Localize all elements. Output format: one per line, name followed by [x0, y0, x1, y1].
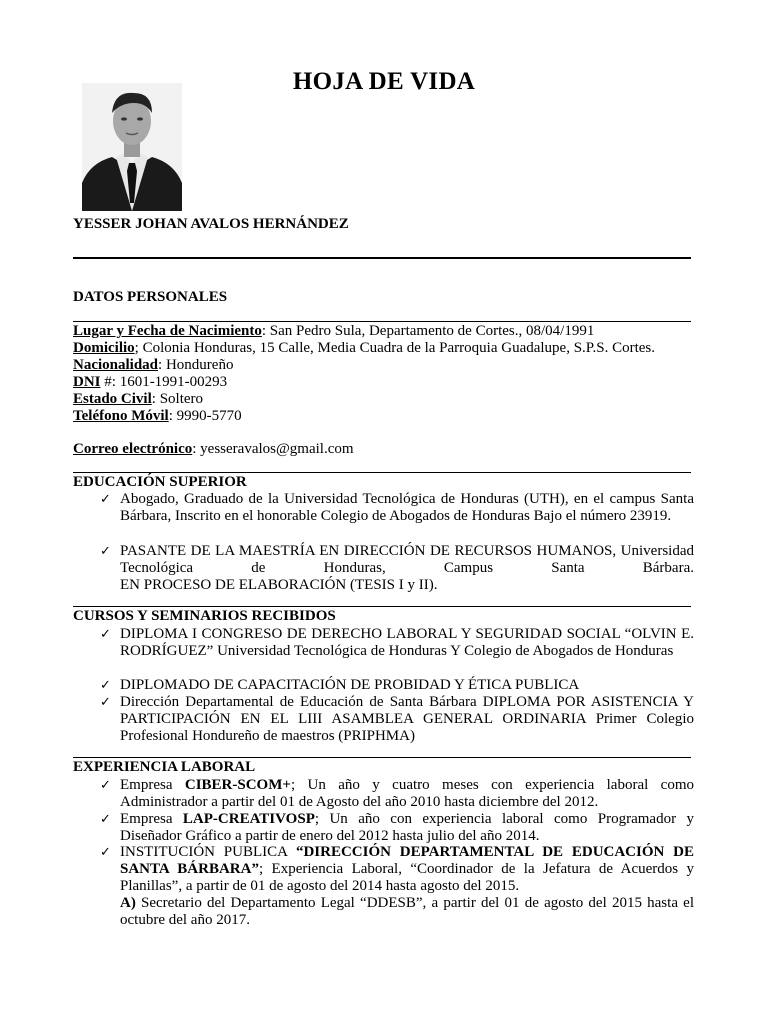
full-name: YESSER JOHAN AVALOS HERNÁNDEZ	[73, 216, 349, 232]
list-item-text: Dirección Departamental de Educación de Santa Bárbara DIPLOMA POR ASISTENCIA Y PARTICIPACIÓN EN EL LIII ASAMBLEA GENERAL ORDINARIA Primer Colegio Profesional Hondureño de maestros (PRIPHMA)	[120, 694, 694, 744]
field-value: 9990-5770	[176, 408, 242, 424]
field-address	[73, 340, 655, 357]
check-icon: ✓	[100, 492, 111, 507]
item-pre: INSTITUCIÓN PUBLICA	[120, 844, 296, 860]
list-item	[100, 626, 694, 660]
section-heading-experience: EXPERIENCIA LABORAL	[73, 759, 256, 775]
divider-thick	[73, 257, 691, 259]
field-phone	[73, 408, 242, 425]
list-item-text	[120, 777, 694, 811]
list-item	[100, 543, 694, 577]
company-name: “DIRECCIÓN DEPARTAMENTAL DE EDUCACIÓN DE SANTA BÁRBARA”	[120, 844, 694, 877]
check-icon: ✓	[100, 678, 111, 693]
check-icon: ✓	[100, 544, 111, 559]
section-heading-education: EDUCACIÓN SUPERIOR	[73, 474, 247, 490]
sub-text: Secretario del Departamento Legal “DDESB”, a partir del 01 de agosto del 2015 hasta el octubre del año 2017.	[120, 895, 694, 928]
item-post: ; Un año con experiencia laboral como Programador y Diseñador Gráfico a partir de enero del 2012 hasta julio del año 2014.	[120, 811, 695, 844]
field-sep: :	[151, 391, 160, 407]
field-sep: #:	[100, 374, 120, 390]
item-post: ; Un año y cuatro meses con experiencia laboral como Administrador a partir del 01 de Agosto del año 2010 hasta diciembre del 2012.	[120, 777, 694, 810]
list-item	[100, 677, 694, 694]
field-label: Lugar y Fecha de Nacimiento	[73, 323, 262, 339]
company-name: LAP-CREATIVOSP	[182, 811, 315, 827]
list-item-continuation: EN PROCESO DE ELABORACIÓN (TESIS I y II).	[120, 577, 438, 593]
field-nationality	[73, 357, 233, 374]
item-pre: Empresa	[120, 777, 185, 793]
divider	[73, 757, 691, 758]
list-item	[100, 811, 694, 845]
profile-photo	[82, 83, 182, 211]
list-item-text	[120, 844, 694, 895]
divider	[73, 321, 691, 322]
list-item-continuation	[120, 895, 694, 929]
list-item	[100, 491, 694, 525]
divider	[73, 606, 691, 607]
field-label: Nacionalidad	[73, 357, 159, 373]
field-value: Soltero	[159, 391, 204, 407]
section-heading-courses: CURSOS Y SEMINARIOS RECIBIDOS	[73, 608, 336, 624]
check-icon: ✓	[100, 695, 111, 710]
check-icon: ✓	[100, 812, 111, 827]
check-icon: ✓	[100, 627, 111, 642]
field-value: Hondureño	[165, 357, 234, 373]
item-pre: Empresa	[120, 811, 183, 827]
list-item-text: DIPLOMADO DE CAPACITACIÓN DE PROBIDAD Y ÉTICA PUBLICA	[120, 677, 580, 693]
list-item-text	[120, 811, 694, 845]
field-label: Domicilio	[73, 340, 135, 356]
sub-marker: A)	[120, 895, 136, 911]
field-sep: :	[158, 357, 166, 373]
check-icon: ✓	[100, 778, 111, 793]
divider	[73, 472, 691, 473]
field-email	[73, 441, 354, 458]
field-label: Correo electrónico	[73, 441, 193, 457]
item-post: ; Experiencia Laboral, “Coordinador de la Jefatura de Acuerdos y Planillas”, a partir de 01 de agosto del 2014 hasta agosto del 2015.	[120, 861, 695, 894]
field-label: DNI	[73, 374, 101, 390]
list-item	[100, 777, 694, 811]
field-birth	[73, 323, 594, 340]
check-icon: ✓	[100, 845, 111, 860]
email-value: yesseravalos@gmail.com	[200, 441, 354, 457]
section-heading-personal: DATOS PERSONALES	[73, 289, 228, 305]
list-item	[100, 844, 694, 895]
list-item	[100, 694, 694, 745]
company-name: CIBER-SCOM+	[184, 777, 291, 793]
field-sep: :	[261, 323, 270, 339]
field-label: Teléfono Móvil	[73, 408, 169, 424]
field-dni	[73, 374, 227, 391]
list-item-text: DIPLOMA I CONGRESO DE DERECHO LABORAL Y SEGURIDAD SOCIAL “OLVIN E. RODRÍGUEZ” Universidad Tecnológica de Honduras Y Colegio de Abogados de Honduras	[120, 626, 694, 659]
field-value: San Pedro Sula, Departamento de Cortes., 08/04/1991	[269, 323, 595, 339]
list-item-text: Abogado, Graduado de la Universidad Tecnológica de Honduras (UTH), en el campus Santa Bárbara, Inscrito en el honorable Colegio de Abogados de Honduras Bajo el número 23919.	[120, 491, 694, 524]
field-label: Estado Civil	[73, 391, 152, 407]
field-civil-status	[73, 391, 203, 408]
field-value: Colonia Honduras, 15 Calle, Media Cuadra de la Parroquia Guadalupe, S.P.S. Cortes.	[142, 340, 655, 356]
list-item-text: PASANTE DE LA MAESTRÍA EN DIRECCIÓN DE RECURSOS HUMANOS, Universidad Tecnológica de Honduras, Campus Santa Bárbara.	[120, 543, 694, 576]
field-sep: :	[192, 441, 201, 457]
field-sep: :	[168, 408, 177, 424]
field-sep: ;	[134, 340, 143, 356]
page-title: HOJA DE VIDA	[292, 68, 476, 95]
field-value: 1601-1991-00293	[119, 374, 228, 390]
profile-photo-image	[82, 83, 182, 211]
